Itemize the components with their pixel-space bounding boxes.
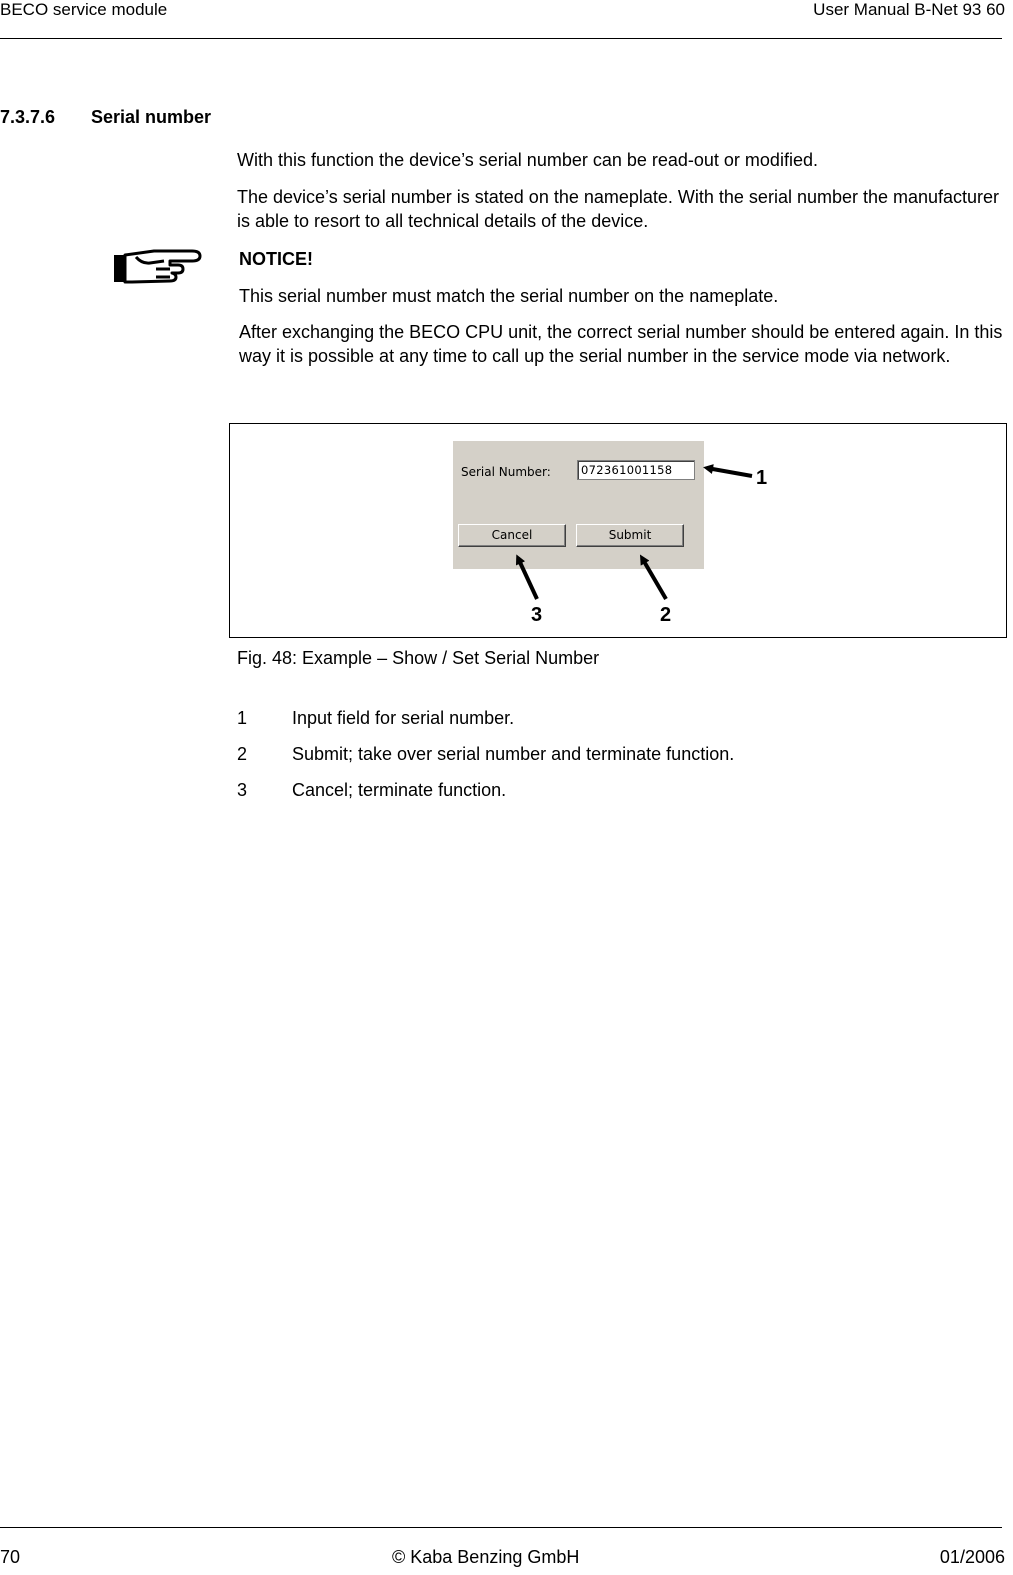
- intro-paragraph: With this function the device’s serial number can be read-out or modified.: [237, 150, 818, 170]
- callout-3-arrow: [518, 558, 537, 599]
- list-item: [237, 742, 734, 766]
- callout-annotations: [229, 423, 1007, 638]
- header-manual-title: User Manual B-Net 93 60: [813, 0, 1005, 19]
- callout-3-label: 3: [531, 604, 543, 626]
- footer-copyright: © Kaba Benzing GmbH: [392, 1547, 580, 1567]
- serial-number-input[interactable]: 072361001158: [577, 460, 695, 480]
- section-title: Serial number: [91, 107, 212, 127]
- section-heading: [0, 106, 211, 128]
- notice-line-1: This serial number must match the serial number on the nameplate.: [239, 286, 779, 306]
- list-item: [237, 778, 506, 802]
- list-item-number: 2: [237, 744, 248, 764]
- callout-2-arrow: [642, 558, 666, 599]
- list-item-number: 3: [237, 780, 248, 800]
- cancel-button[interactable]: Cancel: [458, 524, 566, 547]
- footer-rule: [0, 1527, 1002, 1528]
- footer-date: 01/2006: [939, 1547, 1005, 1567]
- list-item-text: Input field for serial number.: [292, 708, 515, 728]
- notice-title: NOTICE!: [239, 249, 313, 269]
- section-number: 7.3.7.6: [0, 107, 56, 127]
- notice-line-2: After exchanging the BECO CPU unit, the correct serial number should be entered again. In this way it is possible at any time to call up the serial number in the service mode via network.: [239, 322, 1003, 366]
- callout-2-label: 2: [660, 604, 672, 626]
- callout-1-arrow: [707, 468, 752, 476]
- list-item-number: 1: [237, 708, 248, 728]
- callout-1-label: 1: [756, 467, 768, 489]
- page-number: 70: [0, 1547, 21, 1567]
- header-rule: [0, 38, 1002, 39]
- serial-number-label: Serial Number:: [461, 465, 551, 479]
- list-item-text: Cancel; terminate function.: [292, 780, 507, 800]
- header-document-title: BECO service module: [0, 0, 168, 19]
- list-item-text: Submit; take over serial number and terminate function.: [292, 744, 735, 764]
- nameplate-paragraph: The device’s serial number is stated on the nameplate. With the serial number the manufacturer is able to resort to all technical details of the device.: [237, 187, 1000, 231]
- list-item: [237, 706, 514, 730]
- submit-button[interactable]: Submit: [576, 524, 684, 547]
- figure-caption: Fig. 48: Example – Show / Set Serial Number: [237, 648, 600, 668]
- pointing-hand-icon: [112, 244, 202, 286]
